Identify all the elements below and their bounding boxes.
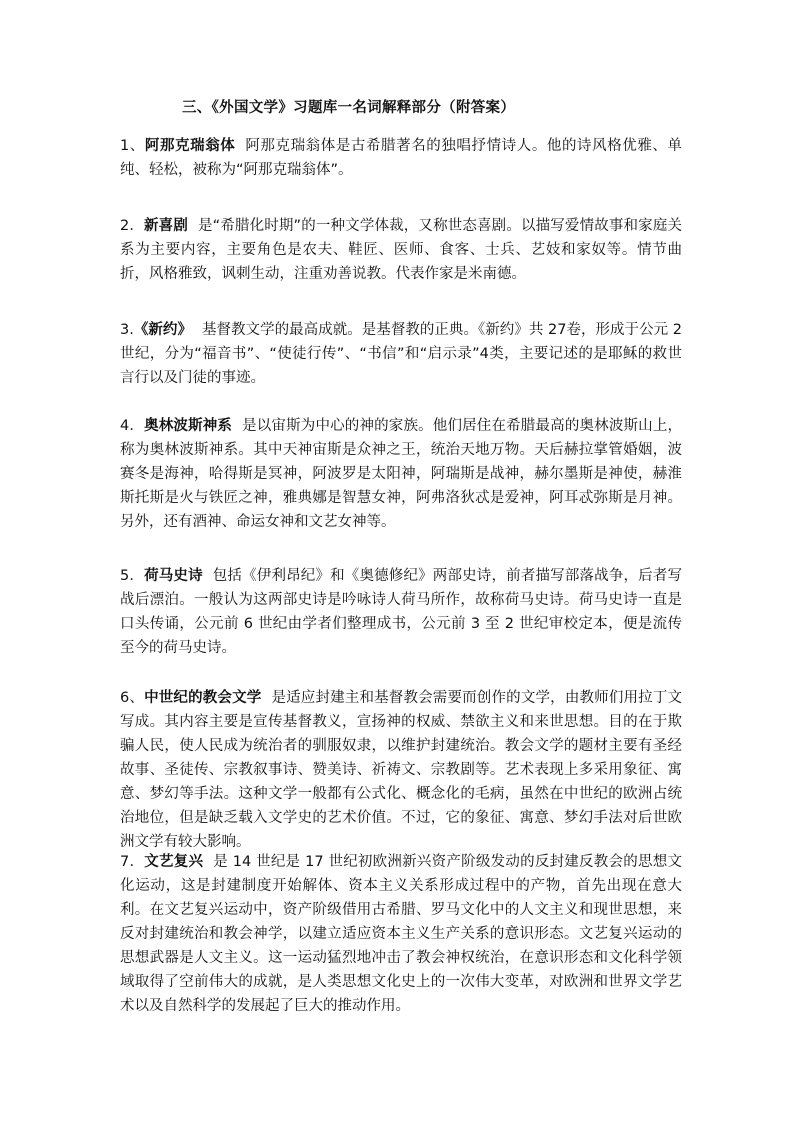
entry-definition: 包括《伊利昂纪》和《奥德修纪》两部史诗，前者描写部落战争，后者写战后漂泊。一般认为这两部史诗是吟咏诗人荷马所作，故称荷马史诗。荷马史诗一直是口头传诵，公元前 6 世纪由学者们整理成书，公元前 3 至 2 世纪审校定本，便是流传至今的荷马史诗。	[120, 568, 683, 656]
entry-5	[120, 564, 682, 660]
entry-number: 3.	[120, 322, 134, 338]
entry-number: 6、	[120, 690, 145, 706]
entry-3	[120, 318, 682, 390]
entry-definition: 基督教文学的最高成就。是基督教的正典。《新约》共 27卷，形成于公元 2世纪，分为“福音书”、“使徒行传”、“书信”和“启示录”4类，主要记述的是耶稣的救世言行以及门徒的事迹。	[120, 322, 682, 386]
page-title: 三、《外国文学》习题库一名词解释部分（附答案）	[182, 100, 516, 116]
entry-number: 7．	[120, 854, 145, 870]
entry-number: 1、	[120, 138, 145, 154]
entry-term: 中世纪的教会文学	[144, 690, 262, 706]
entry-number: 4．	[120, 418, 145, 434]
entry-term: 文艺复兴	[144, 854, 204, 870]
entry-term: 荷马史诗	[144, 568, 203, 584]
entry-definition: 是“希腊化时期”的一种文学体裁，又称世态喜剧。以描写爱情故事和家庭关系为主要内容，主要角色是农夫、鞋匠、医师、食客、士兵、艺妓和家奴等。情节曲折，风格雅致，讽刺生动，注重劝善说教。代表作家是米南德。	[120, 218, 682, 282]
entry-definition: 是以宙斯为中心的神的家族。他们居住在希腊最高的奥林波斯山上，称为奥林波斯神系。其中天神宙斯是众神之王，统治天地万物。天后赫拉掌管婚姻，波赛冬是海神，哈得斯是冥神，阿波罗是太阳神，阿瑞斯是战神，赫尔墨斯是神使，赫淮斯托斯是火与铁匠之神，雅典娜是智慧女神，阿弗洛狄忒是爱神，阿耳忒弥斯是月神。另外，还有酒神、命运女神和文艺女神等。	[120, 418, 683, 530]
entry-number: 5．	[120, 568, 145, 584]
entry-4	[120, 414, 682, 534]
entry-definition: 是 14 世纪是 17 世纪初欧洲新兴资产阶级发动的反封建反教会的思想文化运动，这是封建制度开始解体、资本主义关系形成过程中的产物，首先出现在意大利。在文艺复兴运动中，资产阶级借用古希腊、罗马文化中的人文主义和现世思想，来反对封建统治和教会神学，以建立适应资本主义生产关系的意识形态。文艺复兴运动的思想武器是人文主义。这一运动猛烈地冲击了教会神权统治，在意识形态和文化科学领域取得了空前伟大的成就，是人类思想文化史上的一次伟大变革，对欧洲和世界文学艺术以及自然科学的发展起了巨大的推动作用。	[120, 854, 682, 1014]
entry-term: 新喜剧	[144, 218, 188, 234]
entry-1	[120, 134, 682, 182]
entry-definition: 是适应封建主和基督教会需要而创作的文学，由教师们用拉丁文写成。其内容主要是宣传基督教义，宣扬神的权威、禁欲主义和来世思想。目的在于欺骗人民，使人民成为统治者的驯服奴隶，以维护封建统治。教会文学的题材主要有圣经故事、圣徒传、宗教叙事诗、赞美诗、祈祷文、宗教剧等。艺术表现上多采用象征、寓意、梦幻等手法。这种文学一般都有公式化、概念化的毛病，虽然在中世纪的欧洲占统治地位，但是缺乏载入文学史的艺术价值。不过，它的象征、寓意、梦幻手法对后世欧洲文学有较大影响。	[120, 690, 683, 850]
entry-term: 奥林波斯神系	[144, 418, 233, 434]
entry-term: 阿那克瑞翁体	[144, 138, 236, 154]
entry-term: 《新约》	[133, 322, 192, 338]
entry-number: 2．	[120, 218, 145, 234]
entry-definition: 阿那克瑞翁体是古希腊著名的独唱抒情诗人。他的诗风格优雅、单纯、轻松，被称为“阿那克瑞翁体”。	[120, 138, 683, 178]
entry-2	[120, 214, 682, 286]
entry-7	[120, 850, 682, 1018]
entry-6	[120, 686, 682, 854]
